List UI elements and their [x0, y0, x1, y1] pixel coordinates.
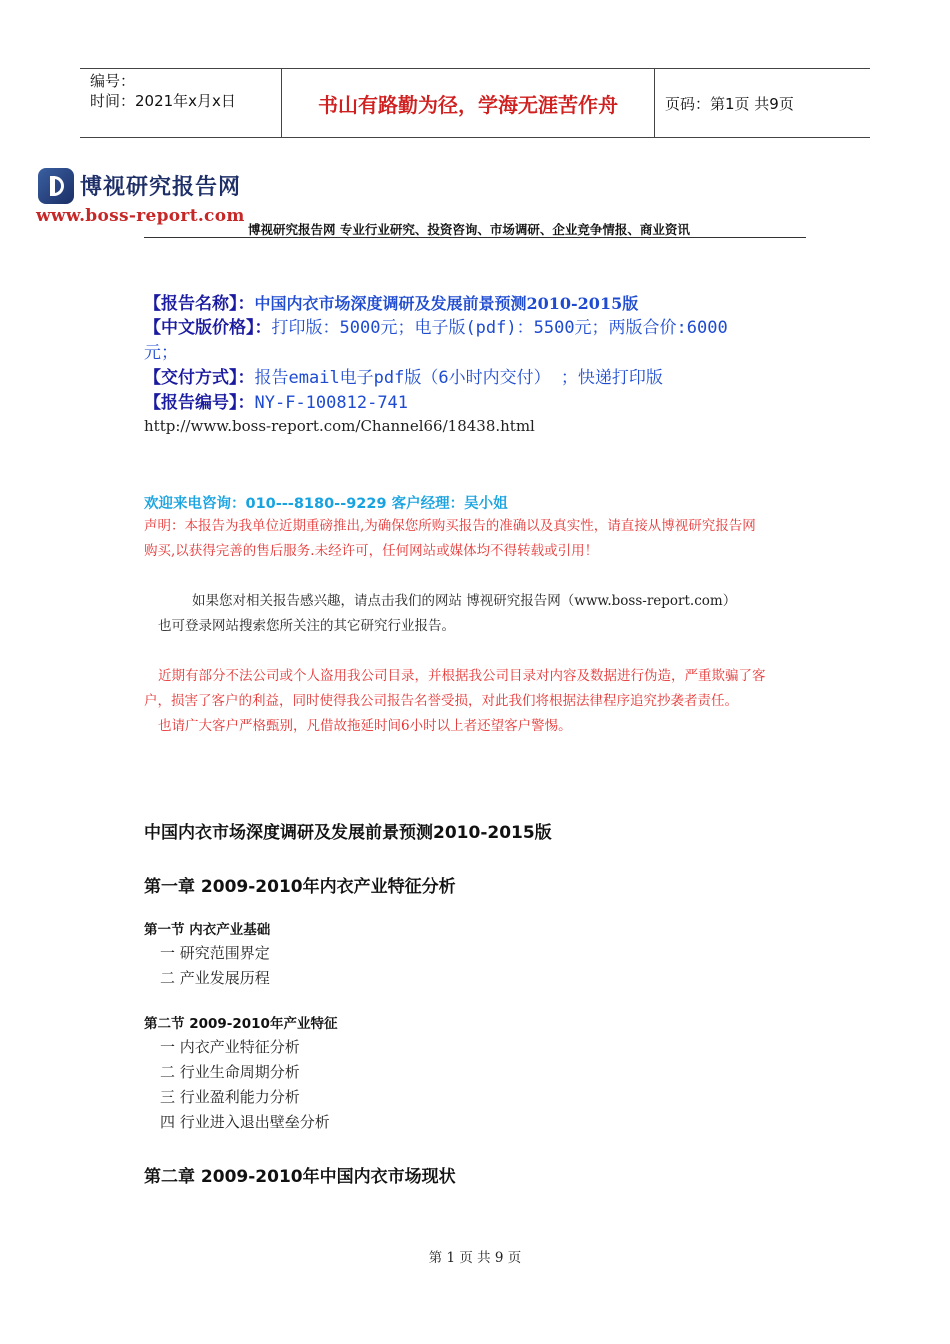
report-name-label: 【报告名称】：	[144, 294, 255, 314]
toc-item: 四 行业进入退出壁垒分析	[160, 1113, 330, 1131]
code-label: 【报告编号】：	[144, 393, 255, 413]
delivery-label: 【交付方式】：	[144, 368, 255, 388]
divider	[654, 69, 655, 137]
price-value-cont: 元；	[144, 343, 178, 363]
delivery-value: 报告email电子pdf版（6小时内交付） ；快递打印版	[254, 368, 663, 388]
toc-item: 三 行业盈利能力分析	[160, 1088, 300, 1106]
section-heading: 第二节 2009-2010年产业特征	[144, 1016, 338, 1032]
chapter-heading: 第二章 2009-2010年中国内衣市场现状	[144, 1167, 456, 1187]
report-name-line	[144, 291, 638, 317]
warning-paragraph	[144, 664, 814, 739]
report-name-value: 中国内衣市场深度调研及发展前景预测2010-2015版	[254, 294, 639, 313]
chapter-heading: 第一章 2009-2010年内衣产业特征分析	[144, 877, 456, 897]
warning-line: 户，损害了客户的利益，同时使得我公司报告名誉受损，对此我们将根据法律程序追究抄袭者责任。	[144, 693, 738, 709]
logo[interactable]	[36, 166, 266, 236]
interest-line: 也可登录网站搜索您所关注的其它研究行业报告。	[158, 618, 455, 634]
code-value: NY-F-100812-741	[254, 393, 409, 413]
page-label: 页码：第1页 共9页	[665, 94, 794, 113]
toc-item: 二 产业发展历程	[160, 969, 270, 987]
price-line	[144, 316, 728, 341]
logo-url: www.boss-report.com	[36, 206, 245, 226]
logo-name: 博视研究报告网	[80, 175, 242, 200]
toc-item: 二 行业生命周期分析	[160, 1063, 300, 1081]
code-line	[144, 391, 408, 416]
toc-item: 一 内衣产业特征分析	[160, 1038, 300, 1056]
section-heading: 第一节 内衣产业基础	[144, 922, 271, 938]
price-line-cont	[144, 341, 178, 366]
notice-line: 声明：本报告为我单位近期重磅推出,为确保您所购买报告的准确以及真实性，请直接从博视研究报告网	[144, 518, 756, 534]
time-label: 时间：2021年x月x日	[90, 92, 236, 110]
header-meta	[90, 71, 280, 111]
interest-line: 如果您对相关报告感兴趣，请点击我们的网站 博视研究报告网（www.boss-report.com）	[192, 593, 737, 609]
report-link[interactable]: http://www.boss-report.com/Channel66/18438.html	[144, 417, 535, 435]
delivery-line	[144, 366, 663, 391]
toc-title: 中国内衣市场深度调研及发展前景预测2010-2015版	[144, 823, 552, 843]
warning-line: 也请广大客户严格甄别，凡借故拖延时间6小时以上者还望客户警惕。	[158, 718, 572, 734]
divider	[144, 237, 806, 238]
price-value: 打印版：5000元；电子版(pdf)：5500元；两版合价:6000	[271, 318, 728, 338]
tagline: 博视研究报告网 专业行业研究、投资咨询、市场调研、企业竞争情报、商业资讯	[248, 222, 690, 237]
page-footer: 第 1 页 共 9 页	[428, 1250, 522, 1266]
toc-item: 一 研究范围界定	[160, 944, 270, 962]
number-label: 编号：	[90, 72, 136, 90]
interest-paragraph	[144, 589, 814, 639]
logo-mark-icon	[38, 168, 74, 204]
contact-info: 欢迎来电咨询：010---8180--9229 客户经理：吴小姐	[144, 496, 508, 512]
notice	[144, 514, 814, 564]
header-table	[80, 68, 870, 138]
warning-line: 近期有部分不法公司或个人盗用我公司目录，并根据我公司目录对内容及数据进行伪造，严重欺骗了客	[158, 668, 766, 684]
notice-line: 购买,以获得完善的售后服务.未经许可，任何网站或媒体均不得转载或引用！	[144, 543, 599, 559]
motto: 书山有路勤为径，学海无涯苦作舟	[318, 92, 618, 117]
price-label: 【中文版价格】：	[144, 318, 272, 338]
